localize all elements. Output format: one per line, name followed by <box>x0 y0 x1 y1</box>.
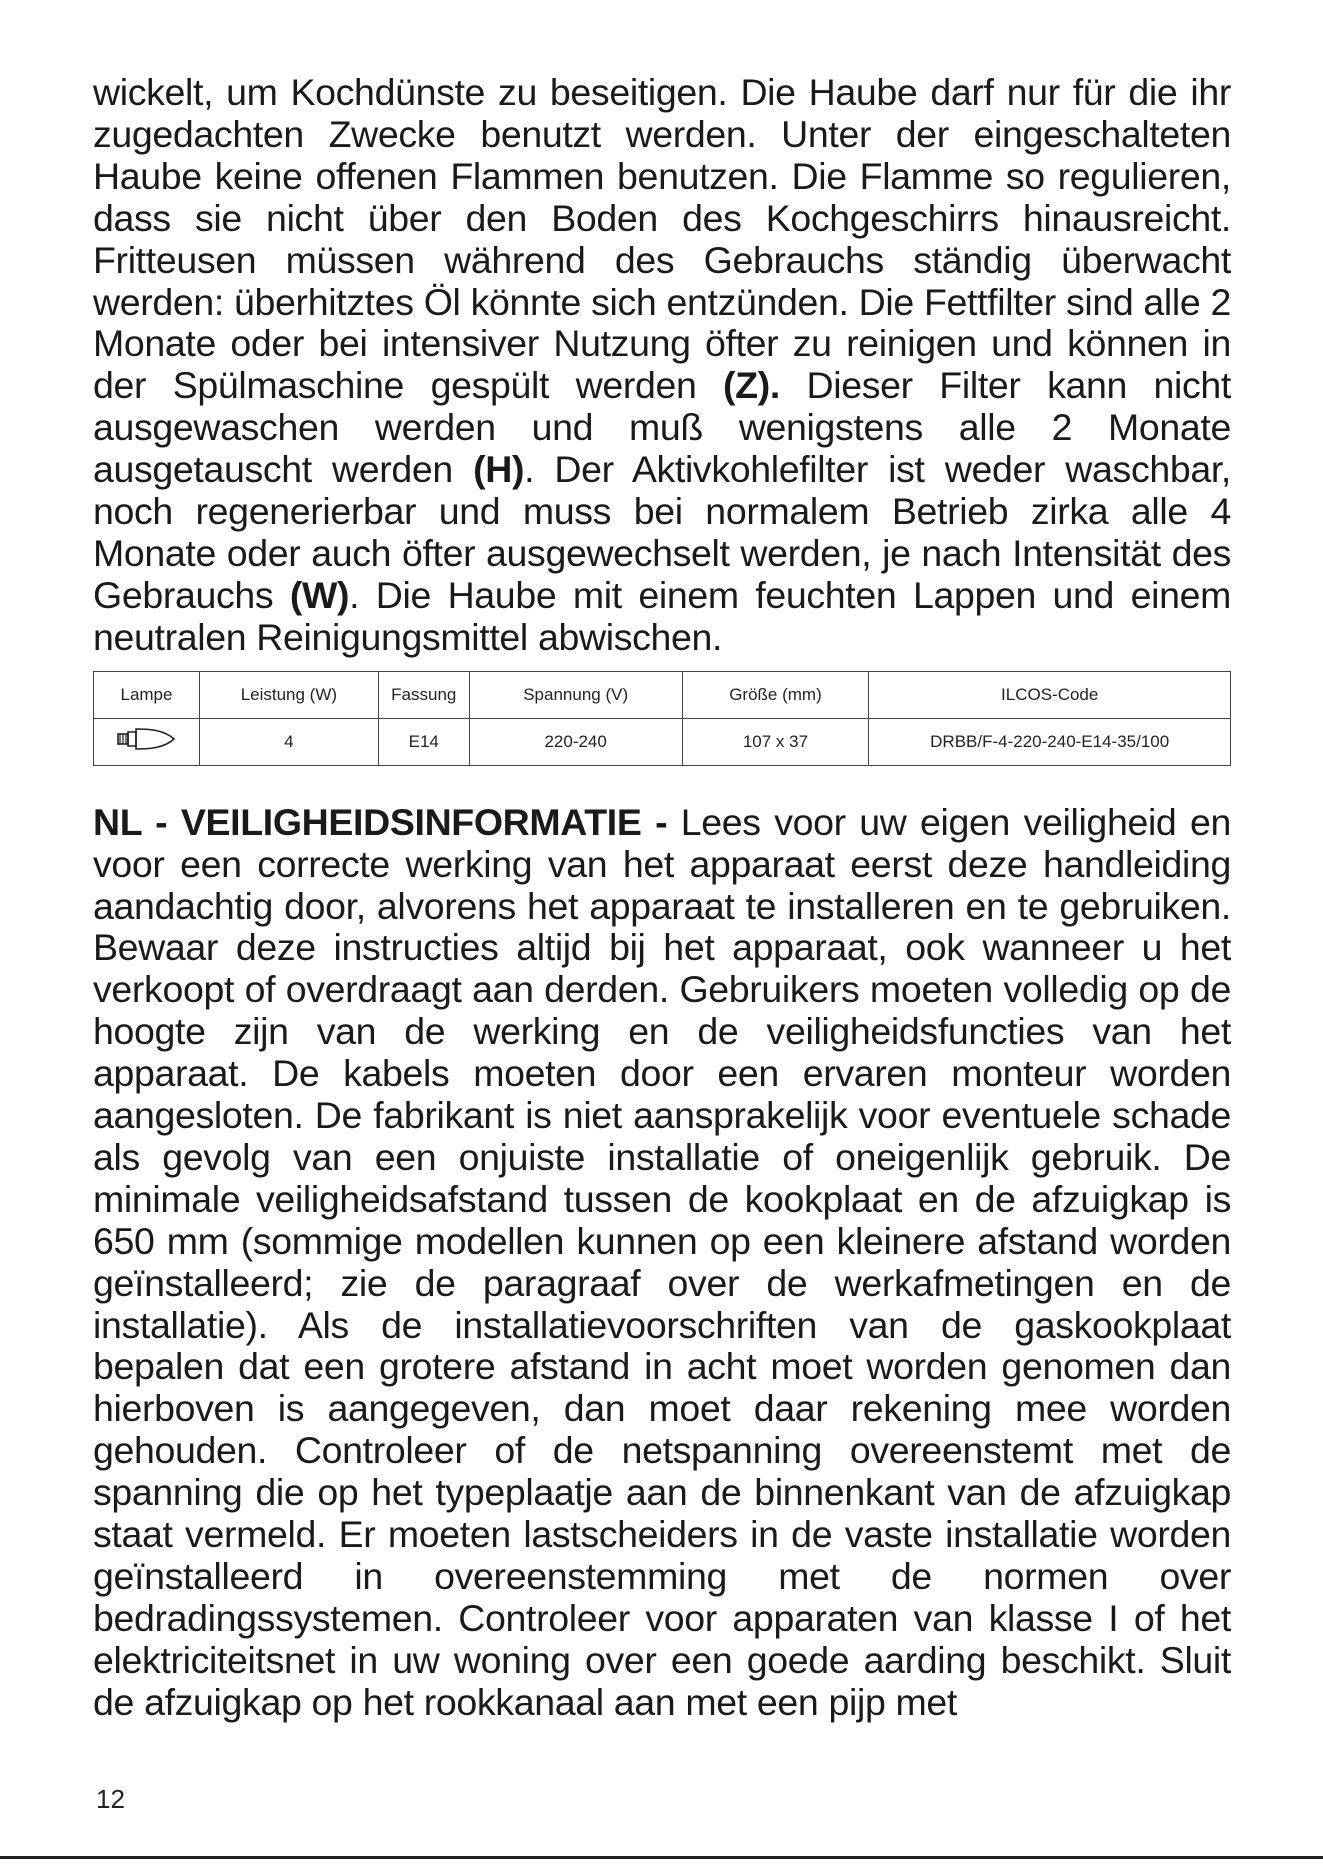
german-paragraph <box>93 72 1231 659</box>
ref-h: (H) <box>473 448 525 491</box>
header-fassung: Fassung <box>378 671 469 718</box>
table-row <box>94 718 1231 765</box>
de-text-4: . Die Haube mit einem feuchten Lappen und einem neutralen Reinigungsmittel abwischen. <box>93 573 1231 658</box>
de-text-1: wickelt, um Kochdünste zu beseitigen. Die Haube darf nur für die ihr zugedachten Zwecke benutzt werden. Unter der eingeschalteten Haube keine offenen Flammen benutzen. Die Flamme so regulieren, dass sie nicht über den Boden des Kochgeschirrs hinausreicht. Fritteusen müssen während des Gebrauchs ständig überwacht werden: überhitztes Öl könnte sich entzünden. Die Fettfilter sind alle 2 Monate oder bei intensiver Nutzung öfter zu reinigen und können in der Spülmaschine gespült werden <box>93 71 1231 407</box>
table-header-row <box>94 671 1231 718</box>
socket-cell: E14 <box>378 718 469 765</box>
lamp-cell <box>94 718 200 765</box>
lamp-spec-table <box>93 671 1231 766</box>
size-cell: 107 x 37 <box>682 718 869 765</box>
page-number: 12 <box>96 1784 125 1814</box>
bottom-divider <box>0 1856 1323 1859</box>
ilcos-cell: DRBB/F-4-220-240-E14-35/100 <box>869 718 1231 765</box>
de-text-2: Dieser Filter kann nicht ausgewaschen werden und muß wenigstens alle 2 Monate ausgetauscht werden <box>93 364 1231 491</box>
header-leistung: Leistung (W) <box>199 671 378 718</box>
header-groesse: Größe (mm) <box>682 671 869 718</box>
header-spannung: Spannung (V) <box>469 671 682 718</box>
voltage-cell: 220-240 <box>469 718 682 765</box>
ref-z: (Z). <box>723 364 780 407</box>
section-heading: NL - VEILIGHEIDSINFORMATIE - <box>93 800 668 843</box>
ref-w: (W) <box>289 573 350 616</box>
power-cell: 4 <box>199 718 378 765</box>
dutch-body-text: Lees voor uw eigen veiligheid en voor een correcte werking van het apparaat eerst deze handleiding aandachtig door, alvorens het apparaat te installeren en te gebruiken. Bewaar deze instructies altijd bij het apparaat, ook wanneer u het verkoopt of overdraagt aan derden. Gebruikers moeten volledig op de hoogte zijn van de werking en de veiligheidsfuncties van het apparaat. De kabels moeten door een ervaren monteur worden aangesloten. De fabrikant is niet aansprakelijk voor eventuele schade als gevolg van een onjuiste installatie of oneigenlijk gebruik. De minimale veiligheidsafstand tussen de kookplaat en de afzuigkap is 650 mm (sommige modellen kunnen op een kleinere afstand worden geïnstalleerd; zie de paragraaf over de werkafmetingen en de installatie). Als de installatievoorschriften van de gaskookplaat bepalen dat een grotere afstand in acht moet worden genomen dan hierboven is aangegeven, dan moet daar rekening mee worden gehouden. Controleer of de netspanning overeenstemt met de spanning die op het typeplaatje aan de binnenkant van de afzuigkap staat vermeld. Er moeten lastscheiders in de vaste installatie worden geïnstalleerd in overeenstemming met de normen over bedradingssystemen. Controleer voor apparaten van klasse I of het elektriciteitsnet in uw woning over een goede aarding beschikt. Sluit de afzuigkap op het rookkanaal aan met een pijp met <box>93 800 1231 1723</box>
header-lampe: Lampe <box>94 671 200 718</box>
header-ilcos: ILCOS-Code <box>869 671 1231 718</box>
dutch-safety-section <box>93 802 1231 1724</box>
de-text-3: . Der Aktivkohlefilter ist weder waschbar, noch regenerierbar und muss bei normalem Betrieb zirka alle 4 Monate oder auch öfter ausgewechselt werden, je nach Intensität des Gebrauchs <box>93 448 1231 616</box>
page-content <box>93 72 1231 1724</box>
candle-bulb-icon <box>106 724 186 759</box>
